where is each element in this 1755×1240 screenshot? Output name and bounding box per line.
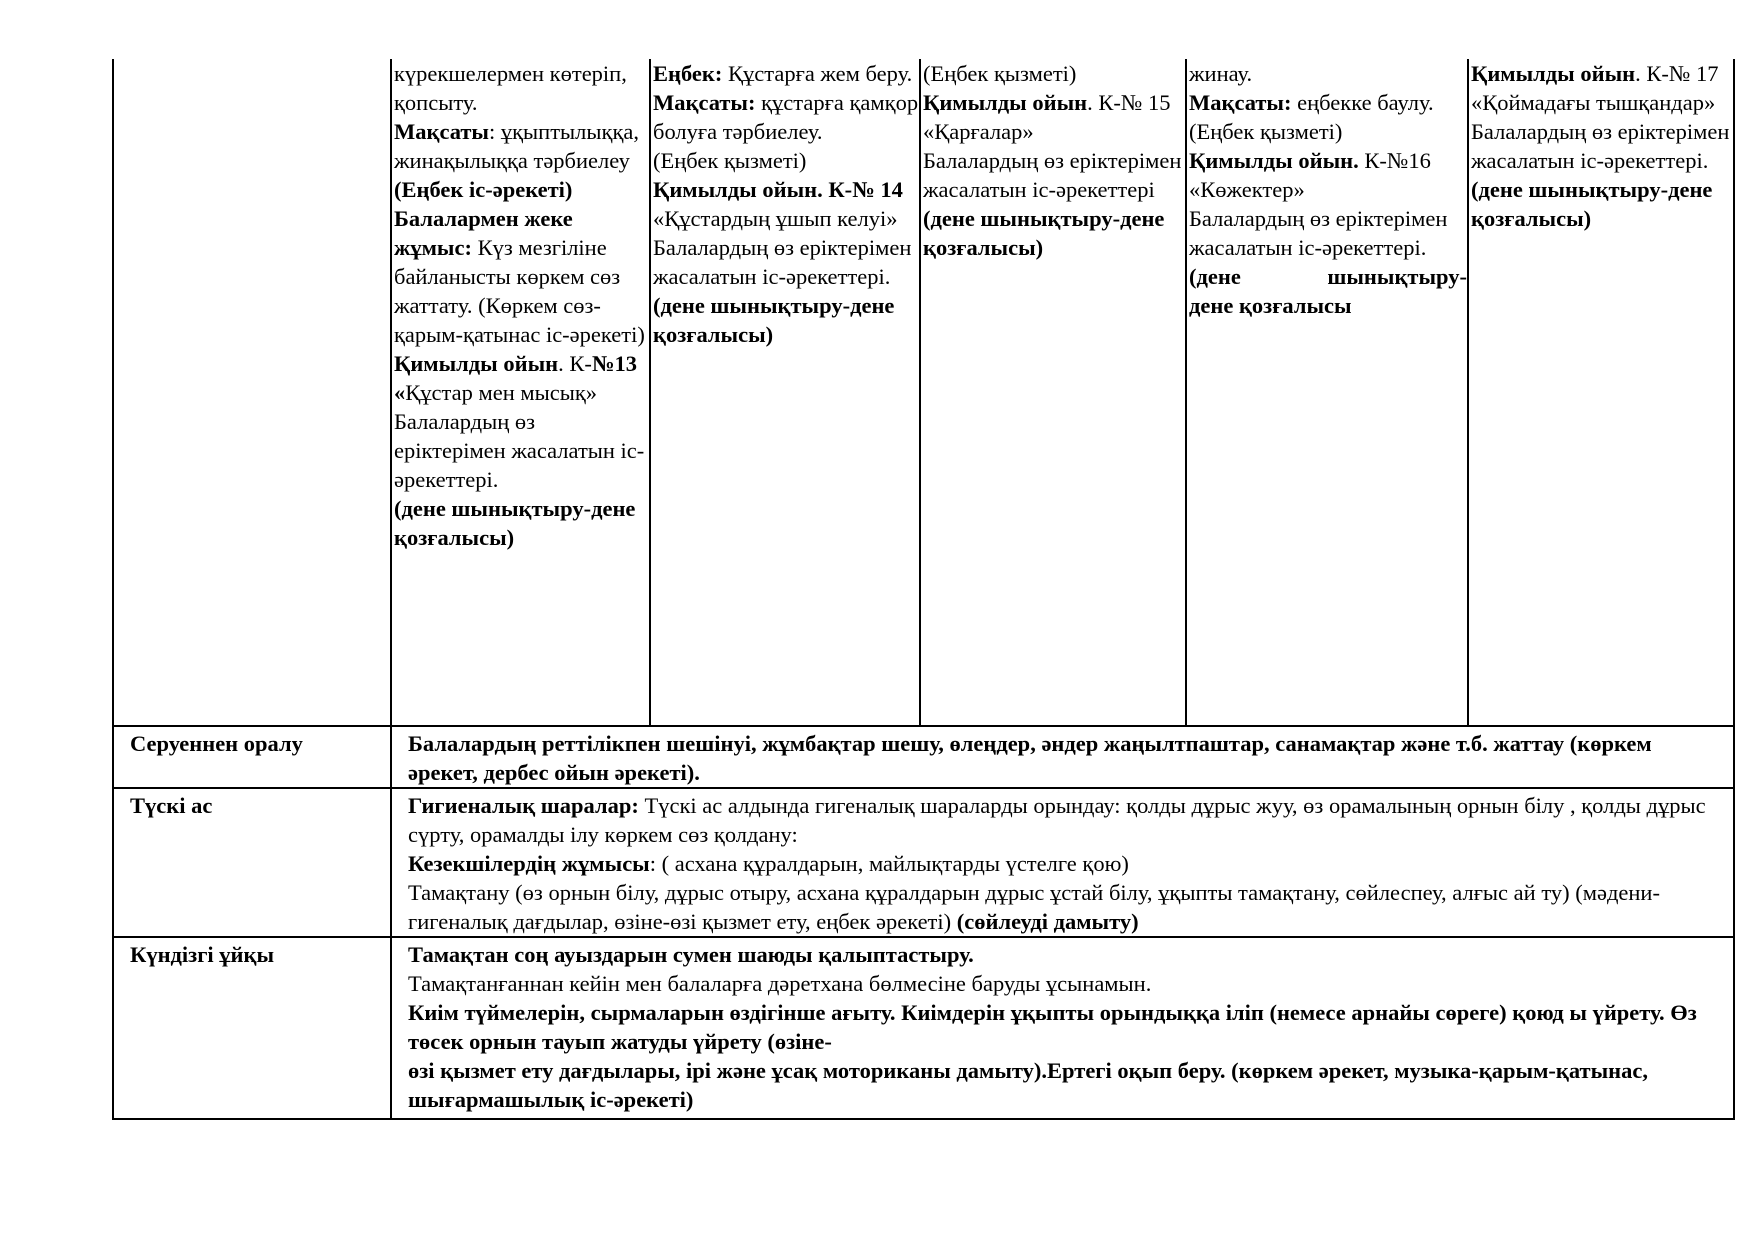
row-label: Серуеннен оралу [113, 726, 391, 788]
activity-area: (дене шынықтыру-дене қозғалысы) [653, 293, 895, 347]
activity-area-cont: дене қозғалысы [1189, 293, 1352, 318]
activity-area: (дене шынықтыру-дене қозғалысы) [1471, 177, 1713, 231]
activity-type: (Еңбек қызметі) [923, 61, 1077, 86]
game-label: Қимылды ойын [923, 90, 1088, 115]
free-activity-text: Балалардың өз еріктерімен жасалатын іс-әрекеттері [923, 148, 1182, 202]
game-title: «Құстардың ұшып келуі» [653, 206, 898, 231]
game-label: Қимылды ойын [1471, 61, 1636, 86]
row-content [391, 788, 1734, 937]
game-number: . К- [558, 351, 592, 376]
nap-line: өзі қызмет ету дағдылары, ірі және ұсақ моториканы дамыту).Ертегі оқып беру. (көркем әрекет, музыка-қарым-қатынас, шығармашылық іс-әрекеті) [408, 1058, 1648, 1112]
duty-label: Кезекшілердің жұмысы [408, 851, 650, 876]
free-activity-text: Балалардың өз еріктерімен жасалатын іс-әрекеттері. [394, 409, 645, 492]
activity-area: (дене шынықтыру-дене қозғалысы) [394, 496, 636, 550]
activity-type: (Еңбек қызметі) [1189, 119, 1343, 144]
hygiene-text: Түскі ас алдында гигеналық шараларды орындау: қолды дұрыс жуу, өз орамалының орнын білу , қолды дұрыс сүрту, орамалды ілу көркем сөз қолдану: [408, 793, 1706, 847]
activity-area: (дене шынықтыру-дене қозғалысы) [923, 206, 1165, 260]
labor-text: Құстарға жем беру. [722, 61, 913, 86]
goal-text: еңбекке баулу. [1291, 90, 1434, 115]
goal-text: : ұқыптылыққа, жинақылыққа тәрбиелеу [394, 119, 639, 173]
labor-label: Еңбек: [653, 61, 723, 86]
game-label: Қимылды ойын. К-№ 14 [653, 177, 903, 202]
free-activity-text: Балалардың өз еріктерімен жасалатын іс-әрекеттері. [1189, 206, 1448, 260]
nap-line: Тамақтанғаннан кейін мен балаларға дәретхана бөлмесіне баруды ұсынамын. [408, 971, 1152, 996]
day-cell-1 [391, 59, 650, 726]
row-content [391, 937, 1734, 1119]
game-title: . К-№ 15 «Қарғалар» [923, 90, 1171, 144]
goal-label: Мақсаты: [653, 90, 756, 115]
nap-row [113, 937, 1734, 1119]
individual-work-label: Балалармен жеке жұмыс: [394, 206, 573, 260]
free-activity-text: Балалардың өз еріктерімен жасалатын іс-әрекеттері. [1471, 119, 1730, 173]
game-label: Қимылды ойын. [1189, 148, 1359, 173]
day-cell-3 [920, 59, 1186, 726]
nap-line: Киім түймелерін, сырмаларын өздігінше ағыту. Киімдерін ұқыпты орындыққа іліп (немесе арнайы сөреге) қоюд ы үйрету. Өз төсек орнын тауып жатуды үйрету (өзіне- [408, 1000, 1697, 1054]
day-cell-5 [1468, 59, 1734, 726]
goal-label: Мақсаты [394, 119, 489, 144]
duty-text: : ( асхана құралдарын, майлықтарды үстелге қою) [649, 851, 1129, 876]
hygiene-label: Гигиеналық шаралар: [408, 793, 639, 818]
lunch-row [113, 788, 1734, 937]
activity-type: (Еңбек қызметі) [653, 148, 807, 173]
game-title: К-№16 «Көжектер» [1189, 148, 1431, 202]
day-cell-4 [1186, 59, 1468, 726]
eating-text: Тамақтану (өз орнын білу, дұрыс отыру, асхана құралдарын дұрыс ұстай білу, ұқыпты тамақтану, сөйлеспеу, алғыс ай ту) (мәдени-гигеналық дағдылар, өзіне-өзі қызмет ету, еңбек әрекеті) [408, 880, 1660, 934]
nap-line: Тамақтан соң ауыздарын сумен шаюды қалыптастыру. [408, 942, 974, 967]
cell-text: күрекшелермен көтеріп, қопсыту. [394, 61, 627, 115]
game-title: Құстар мен мысық» [405, 380, 597, 405]
game-label: Қимылды ойын [394, 351, 559, 376]
goal-label: Мақсаты: [1189, 90, 1292, 115]
row-content [391, 726, 1734, 788]
activity-type: (Еңбек іс-әрекеті) [394, 177, 573, 202]
daily-plan-table [112, 59, 1735, 1120]
empty-label-cell [113, 59, 391, 726]
return-text: Балалардың реттілікпен шешінуі, жұмбақтар шешу, өлеңдер, әндер жаңылтпаштар, санамақтар және т.б. жаттау (көркем әрекет, дербес ойын әрекеті). [408, 731, 1652, 785]
row-label: Түскі ас [113, 788, 391, 937]
eating-goal: (сөйлеуді дамыту) [956, 909, 1139, 934]
walk-continuation-row [113, 59, 1734, 726]
activity-area: (дене шынықтыру- [1189, 264, 1467, 289]
individual-work-text: Күз мезгіліне байланысты көркем сөз жаттату. (Көркем сөз-қарым-қатынас іс-әрекеті) [394, 235, 645, 347]
cell-text: жинау. [1189, 61, 1253, 86]
row-label: Күндізгі ұйқы [113, 937, 391, 1119]
goal-text: құстарға қамқор болуға тәрбиелеу. [653, 90, 919, 144]
game-number-bold: №13 « [394, 351, 637, 405]
game-title: . К-№ 17 «Қоймадағы тышқандар» [1471, 61, 1719, 115]
free-activity-text: Балалардың өз еріктерімен жасалатын іс-әрекеттері. [653, 235, 912, 289]
day-cell-2 [650, 59, 920, 726]
return-from-walk-row [113, 726, 1734, 788]
